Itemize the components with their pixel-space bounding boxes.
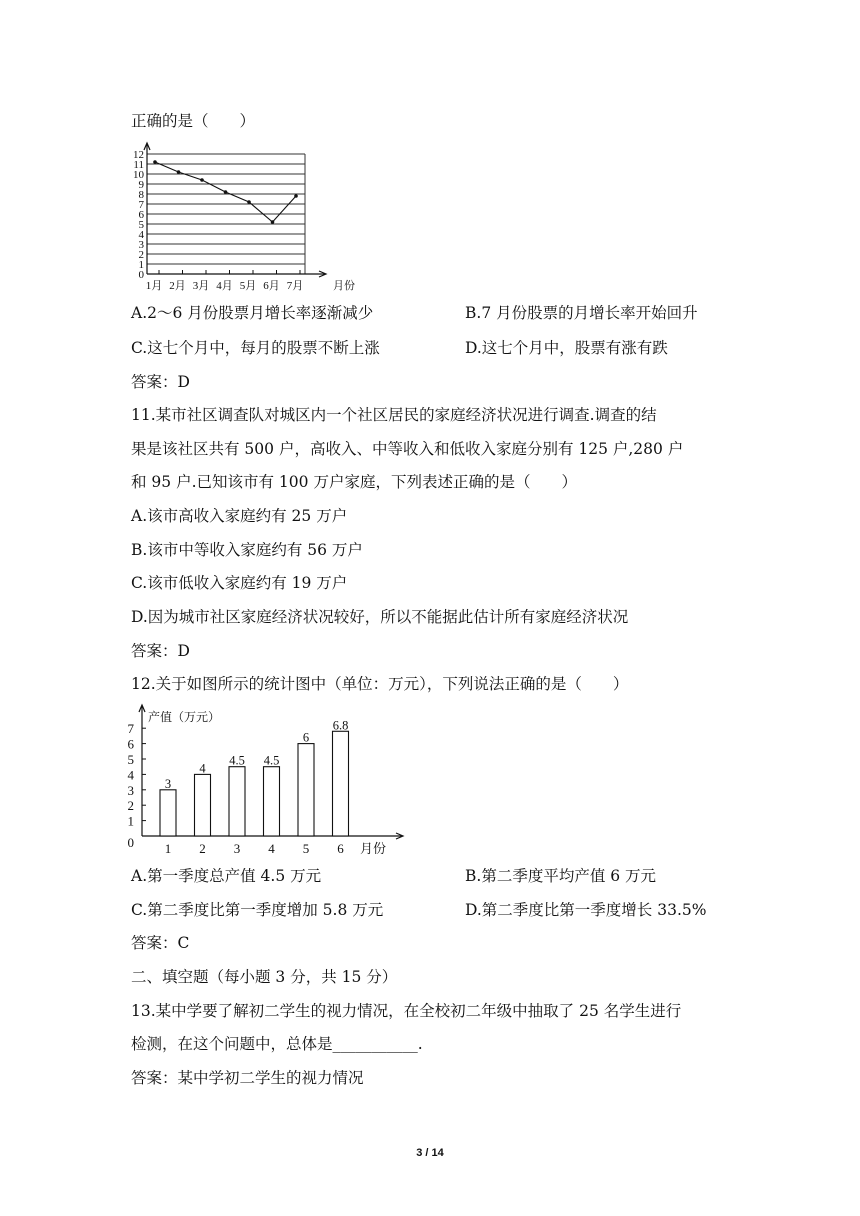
- q10-option-a: A.2～6 月份股票月增长率逐渐减少: [131, 304, 374, 322]
- q12-option-d: D.第二季度比第一季度增长 33.5%: [465, 901, 707, 919]
- q11-line-2: 果是该社区共有 500 户，高收入、中等收入和低收入家庭分别有 125 户,280 户: [131, 440, 684, 458]
- y-tick-label: 3: [138, 239, 144, 251]
- y-tick-label: 1: [127, 813, 134, 829]
- x-axis-label: 月份: [360, 841, 387, 856]
- q12-option-b: B.第二季度平均产值 6 万元: [465, 867, 657, 885]
- x-tick-label: 6: [337, 841, 344, 856]
- x-tick-label: 6月: [263, 280, 280, 292]
- data-point: [271, 220, 275, 224]
- bar-value-label: 6: [302, 730, 310, 745]
- q10-stem-tail: 正确的是（ ）: [131, 112, 256, 130]
- y-tick-label: 10: [133, 169, 144, 181]
- data-point: [177, 170, 181, 174]
- x-axis-label: 月份: [333, 280, 355, 292]
- q11-line-1: 11.某市社区调查队对城区内一个社区居民的家庭经济状况进行调查.调查的结: [131, 406, 657, 424]
- page-number: 3 / 14: [416, 1147, 444, 1159]
- data-point: [153, 160, 157, 164]
- q11-option-d: D.因为城市社区家庭经济状况较好，所以不能据此估计所有家庭经济状况: [131, 608, 629, 626]
- y-tick-label: 4: [127, 767, 134, 783]
- bar-value-label: 3: [164, 776, 172, 791]
- y-tick-label: 2: [127, 798, 134, 814]
- x-tick-label: 4月: [216, 280, 233, 292]
- bar: [160, 790, 176, 836]
- x-tick-label: 2: [199, 841, 206, 856]
- bar: [264, 767, 280, 836]
- y-tick-label: 3: [127, 782, 134, 798]
- y-tick-label: 5: [138, 219, 144, 231]
- y-tick-label: 2: [138, 249, 144, 261]
- q11-option-a: A.该市高收入家庭约有 25 万户: [131, 507, 348, 525]
- y-axis-label: 产值（万元）: [148, 710, 221, 724]
- q12-option-a: A.第一季度总产值 4.5 万元: [131, 867, 322, 885]
- x-tick-label: 7月: [286, 280, 304, 292]
- bar: [229, 767, 245, 836]
- bar-value-label: 6.8: [332, 718, 349, 733]
- x-tick-label: 5: [302, 841, 310, 856]
- bar: [298, 744, 314, 836]
- q10-answer: 答案：D: [131, 373, 190, 391]
- q12-stem: 12.关于如图所示的统计图中（单位：万元），下列说法正确的是（ ）: [131, 675, 629, 693]
- line-chart: [125, 140, 355, 300]
- bar-chart: [120, 700, 410, 860]
- y-tick-label: 11: [133, 159, 144, 171]
- bar-value-label: 4.5: [263, 753, 280, 768]
- y-tick-label: 7: [138, 199, 144, 211]
- q11-option-c: C.该市低收入家庭约有 19 万户: [131, 574, 348, 592]
- y-tick-label: 1: [138, 259, 144, 271]
- y-tick-label: 4: [138, 229, 144, 241]
- q11-option-b: B.该市中等收入家庭约有 56 万户: [131, 541, 363, 559]
- x-tick-label: 2月: [169, 280, 186, 292]
- q11-answer: 答案：D: [131, 642, 190, 660]
- q10-option-b: B.7 月份股票的月增长率开始回升: [465, 304, 698, 322]
- y-tick-label: 5: [127, 752, 134, 767]
- q13-line-1: 13.某中学要了解初二学生的视力情况，在全校初二年级中抽取了 25 名学生进行: [131, 1002, 682, 1020]
- q13-answer: 答案：某中学初二学生的视力情况: [131, 1069, 364, 1087]
- q11-line-3: 和 95 户.已知该市有 100 万户家庭，下列表述正确的是（ ）: [131, 473, 577, 491]
- data-point: [294, 194, 298, 198]
- q12-answer: 答案：C: [131, 934, 190, 952]
- origin-label: 0: [127, 835, 134, 850]
- y-tick-label: 7: [127, 721, 134, 737]
- q10-option-c: C.这七个月中，每月的股票不断上涨: [131, 339, 380, 357]
- y-tick-label: 0: [138, 269, 144, 281]
- bar: [195, 774, 211, 836]
- x-tick-label: 1月: [145, 280, 163, 292]
- bar-value-label: 4.5: [229, 753, 245, 768]
- x-tick-label: 3月: [192, 280, 210, 292]
- x-tick-label: 4: [268, 841, 275, 856]
- section-heading: 二、填空题（每小题 3 分，共 15 分）: [131, 968, 398, 986]
- data-point: [200, 178, 204, 182]
- bar-value-label: 4: [199, 761, 206, 776]
- q13-line-2: 检测，在这个问题中，总体是___________.: [131, 1035, 423, 1053]
- data-point: [247, 200, 251, 204]
- data-point: [224, 190, 228, 194]
- x-tick-label: 1: [164, 841, 172, 856]
- x-tick-label: 3: [233, 841, 241, 856]
- y-tick-label: 8: [138, 189, 144, 201]
- y-tick-label: 9: [138, 179, 144, 191]
- y-tick-label: 6: [138, 209, 144, 221]
- y-tick-label: 12: [133, 149, 144, 161]
- y-tick-label: 6: [127, 736, 134, 752]
- bar: [333, 731, 349, 836]
- x-tick-label: 5月: [239, 280, 257, 292]
- q10-option-d: D.这七个月中，股票有涨有跌: [465, 339, 668, 357]
- q12-option-c: C.第二季度比第一季度增加 5.8 万元: [131, 901, 384, 919]
